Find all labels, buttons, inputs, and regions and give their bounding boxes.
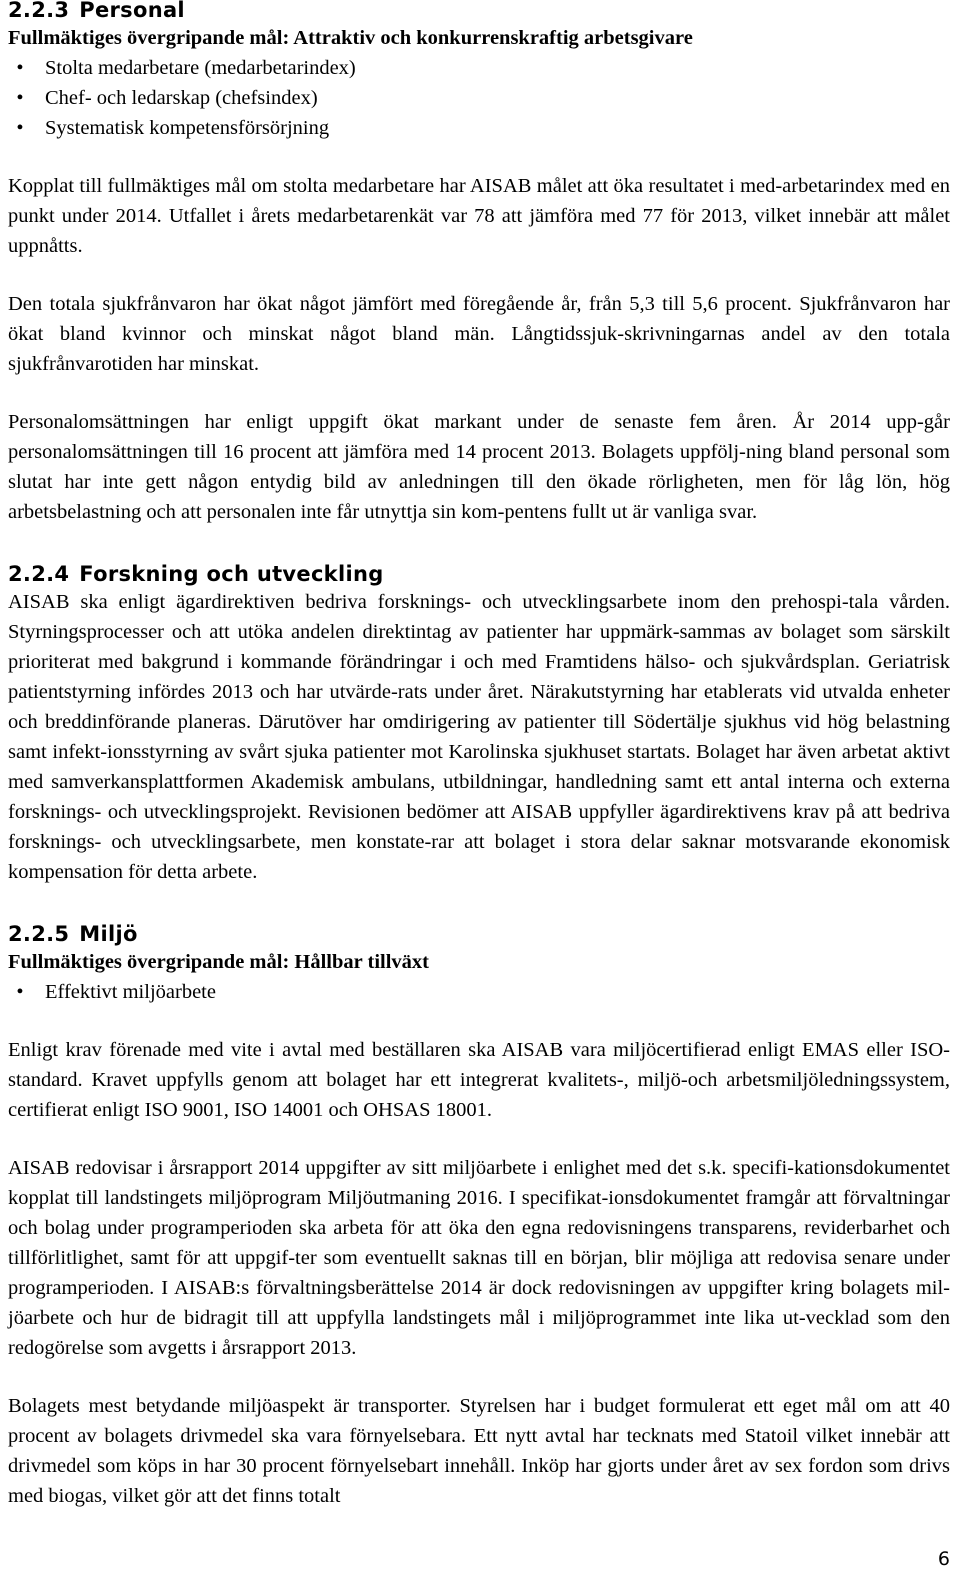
section-title: Miljö bbox=[79, 922, 138, 946]
section-heading bbox=[8, 0, 950, 23]
paragraph: Den totala sjukfrånvaron har ökat något jämfört med föregående år, från 5,3 till 5,6 procent. Sjukfrånvaron har ökat bland kvinnor och minskat något bland män. Långtidssjuk-skrivningarnas andel av den totala sjukfrånvarotiden har minskat. bbox=[8, 293, 950, 375]
bullet-icon: • bbox=[16, 117, 24, 139]
list-item: • Systematisk kompetensförsörjning bbox=[8, 113, 950, 143]
section-environment bbox=[8, 921, 950, 1511]
paragraph: AISAB ska enligt ägardirektiven bedriva forsknings- och utvecklingsarbete inom den prehospi-tala vården. Styrningsprocesser och att utöka andelen direktintag av patienter har uppmärk-sammas av bolaget som särskilt prioriterat med bakgrund i kommande förändringar i och med Framtidens hälso- och sjukvårdsplan. Geriatrisk patientstyrning infördes 2013 och har utvärde-rats under året. Närakutstyrning har etablerats vid utvalda enheter och breddinförande planeras. Därutöver har omdirigering av patienter till Södertälje sjukhus vid hög belastning samt infekt-ionsstyrning av svårt sjuka patienter mot Karolinska sjukhuset startats. Bolaget har även arbetat aktivt med samverkansplattformen Akademisk ambulans, utbildningar, handledning samt ett antal interna och externa forsknings- och utvecklingsprojekt. Revisionen bedömer att AISAB uppfyller ägardirektivens krav på att bedriva forsknings- och utvecklingsarbete, men konstate-rar att bolaget i stora delar saknar motsvarande ekonomisk kompensation för detta arbete. bbox=[8, 591, 950, 883]
paragraph: Kopplat till fullmäktiges mål om stolta medarbetare har AISAB målet att öka resultatet i med-arbetarindex med en punkt under 2014. Utfallet i årets medarbetarenkät var 78 att jämföra med 77 för 2013, vilket innebär att målet uppnåtts. bbox=[8, 175, 950, 257]
section-heading bbox=[8, 921, 950, 947]
section-number: 2.2.4 bbox=[8, 562, 70, 586]
goal-list bbox=[8, 53, 950, 143]
goal-statement: Fullmäktiges övergripande mål: Attraktiv och konkurrenskraftig arbetsgivare bbox=[8, 27, 693, 49]
goal-statement: Fullmäktiges övergripande mål: Hållbar tillväxt bbox=[8, 951, 429, 973]
goal-list bbox=[8, 977, 950, 1007]
bullet-icon: • bbox=[16, 87, 24, 109]
paragraph: Enligt krav förenade med vite i avtal med beställaren ska AISAB vara miljöcertifierad enligt EMAS eller ISO-standard. Kravet uppfylls genom att bolaget har ett integrerat kvalitets-, miljö-och arbetsmiljöledningssystem, certifierat enligt ISO 9001, ISO 14001 och OHSAS 18001. bbox=[8, 1039, 950, 1121]
page-number: 6 bbox=[937, 1548, 950, 1570]
document-page bbox=[8, 0, 950, 1511]
list-item: • Effektivt miljöarbete bbox=[8, 977, 950, 1007]
section-number: 2.2.3 bbox=[8, 0, 70, 22]
section-title: Personal bbox=[79, 0, 185, 22]
list-item: • Stolta medarbetare (medarbetarindex) bbox=[8, 53, 950, 83]
section-number: 2.2.5 bbox=[8, 922, 70, 946]
section-title: Forskning och utveckling bbox=[79, 562, 384, 586]
section-research bbox=[8, 561, 950, 887]
list-item: • Chef- och ledarskap (chefsindex) bbox=[8, 83, 950, 113]
bullet-icon: • bbox=[16, 57, 24, 79]
section-heading bbox=[8, 561, 950, 587]
paragraph: AISAB redovisar i årsrapport 2014 uppgifter av sitt miljöarbete i enlighet med det s.k. specifi-kationsdokumentet kopplat till landstingets miljöprogram Miljöutmaning 2016. I specifikat-ionsdokumentet framgår att förvaltningar och bolag under programperioden ska arbeta för att öka den egna redovisningens transparens, reviderbarhet och tillförlitlighet, samt för att uppgif-ter som eventuellt saknas till en början, blir möjliga att redovisa senare under programperioden. I AISAB:s förvaltningsberättelse 2014 är dock redovisningen av uppgifter kring bolagets mil-jöarbete och hur de bidragit till att uppfylla landstingets mål i miljöprogrammet inte lika ut-vecklad som den redogörelse som avgetts i årsrapport 2013. bbox=[8, 1157, 950, 1359]
paragraph: Personalomsättningen har enligt uppgift ökat markant under de senaste fem åren. År 2014 upp-går personalomsättningen till 16 procent att jämföra med 14 procent 2013. Bolagets uppfölj-ning bland personal som slutat har inte gett någon entydig bild av anledningen till den ökade rörligheten, men för låg lön, hög arbetsbelastning och att personalen inte får utnyttja sin kom-pentens fullt ut är vanliga svar. bbox=[8, 411, 950, 523]
bullet-icon: • bbox=[16, 981, 24, 1003]
section-personal bbox=[8, 0, 950, 527]
paragraph: Bolagets mest betydande miljöaspekt är transporter. Styrelsen har i budget formulerat ett eget mål om att 40 procent av bolagets drivmedel ska vara förnyelsebara. Ett nytt avtal har tecknats med Statoil vilket innebär att drivmedel som köps in har 30 procent förnyelsebart innehåll. Inköp har gjorts under året av sex fordon som drivs med biogas, vilket gör att det finns totalt bbox=[8, 1395, 950, 1507]
